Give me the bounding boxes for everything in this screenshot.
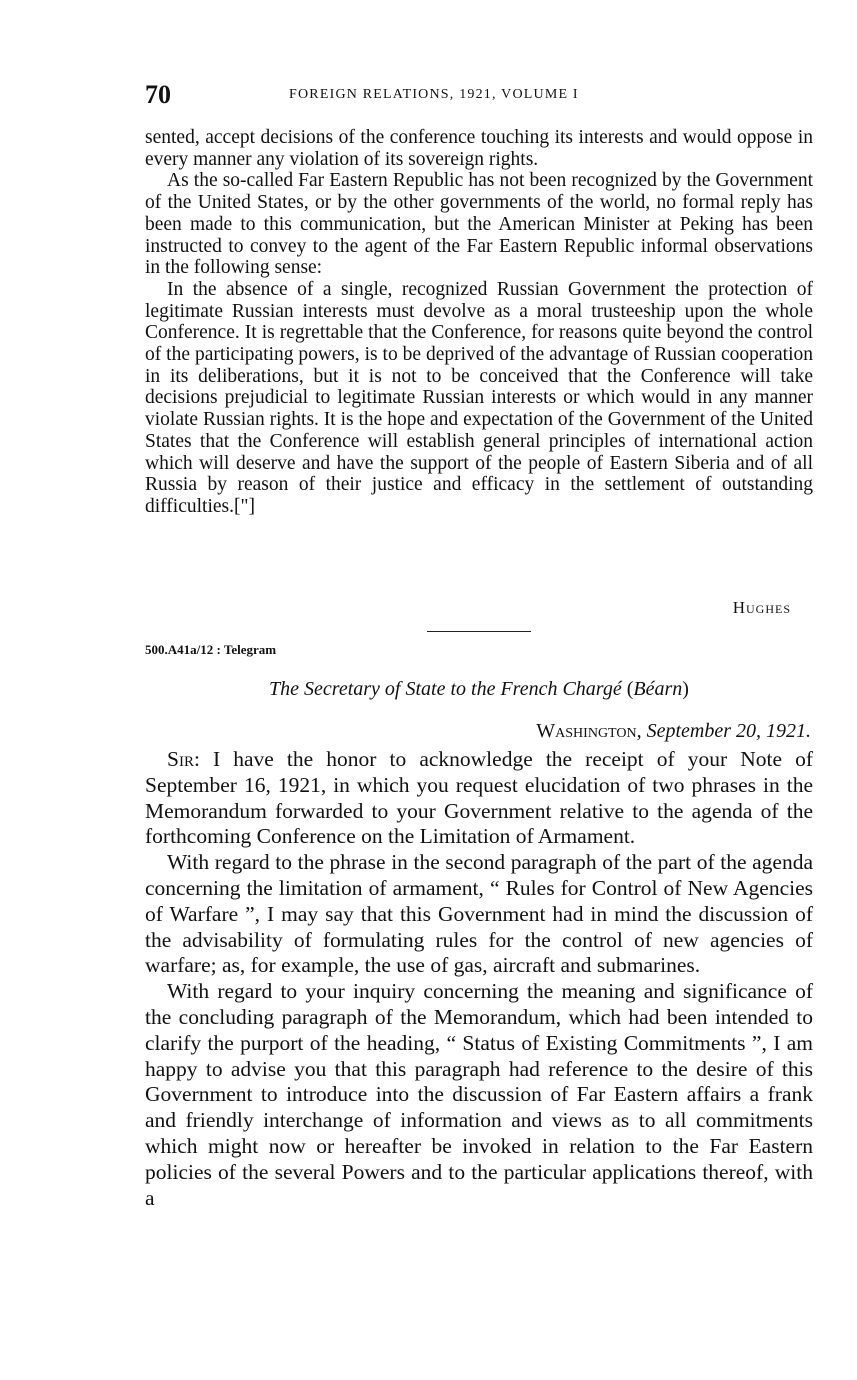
page-number: 70: [145, 80, 171, 109]
continued-text-block: [145, 127, 813, 518]
dateline: [536, 720, 811, 743]
letter-body: [145, 747, 813, 1211]
heading-paren-close: ): [682, 678, 689, 700]
file-reference: 500.A41a/12 : Telegram: [145, 642, 277, 657]
heading-paren-open: (: [626, 678, 634, 700]
dateline-place: Washington,: [536, 720, 642, 742]
running-header: [145, 80, 813, 114]
running-title: FOREIGN RELATIONS, 1921, VOLUME I: [289, 87, 579, 102]
heading-name: Béarn: [633, 678, 683, 700]
paragraph-quoted-observations: In the absence of a single, recognized Russian Government the protection of legitimate Russian interests must devolve as a moral trusteeship upon the whole Conference. It is regrettable that the Conference, for reasons quite beyond the control of the participating powers, is to be deprived of the advantage of Russian cooperation in its deliberations, but it is not to be conceived that the Conference will take decisions prejudicial to legitimate Russian interests or which would in any manner violate Russian rights. It is the hope and expectation of the Government of the United States that the Conference will establish general principles of international action which will deserve and have the support of the people of Eastern Siberia and of all Russia by reason of their justice and efficacy in the settlement of outstanding difficulties.["]: [145, 278, 813, 517]
paragraph-rules-for-control: With regard to the phrase in the second paragraph of the part of the agenda concerning the limitation of armament, “ Rules for Control of New Agencies of Warfare ”, I may say that this Government had in mind the discussion of the advisability of formulating rules for the control of new agencies of warfare; as, for example, the use of gas, aircraft and submarines.: [145, 850, 813, 978]
paragraph-far-eastern-republic: As the so-called Far Eastern Republic has not been recognized by the Government of the United States, or by the other governments of the world, no formal reply has been made to this communication, but the American Minister at Peking has been instructed to convey to the agent of the Far Eastern Republic informal observations in the following sense:: [145, 170, 813, 279]
salutation: Sir: [167, 747, 194, 771]
signature-hughes: Hughes: [732, 598, 791, 617]
document-heading: [145, 678, 813, 701]
heading-text: The Secretary of State to the French Chargé: [269, 678, 627, 700]
dateline-date: September 20, 1921.: [646, 720, 811, 742]
section-divider: [427, 631, 531, 632]
paragraph-acknowledgement: [145, 747, 813, 850]
paragraph-existing-commitments: With regard to your inquiry concerning the meaning and significance of the concluding paragraph of the Memorandum, which had been intended to clarify the purport of the heading, “ Status of Existing Commitments ”, I am happy to advise you that this paragraph had reference to the desire of this Government to introduce into the discussion of Far Eastern affairs a frank and friendly interchange of information and views as to all commitments which might now or hereafter be invoked in relation to the Far Eastern policies of the several Powers and to the particular applications thereof, with a: [145, 979, 813, 1210]
paragraph-continued: sented, accept decisions of the conference touching its interests and would oppose in every manner any violation of its sovereign rights.: [145, 127, 813, 170]
paragraph-acknowledgement-text: : I have the honor to acknowledge the receipt of your Note of September 16, 1921, in which you request elucidation of two phrases in the Memorandum forwarded to your Government relative to the agenda of the forthcoming Conference on the Limitation of Armament.: [145, 747, 813, 849]
